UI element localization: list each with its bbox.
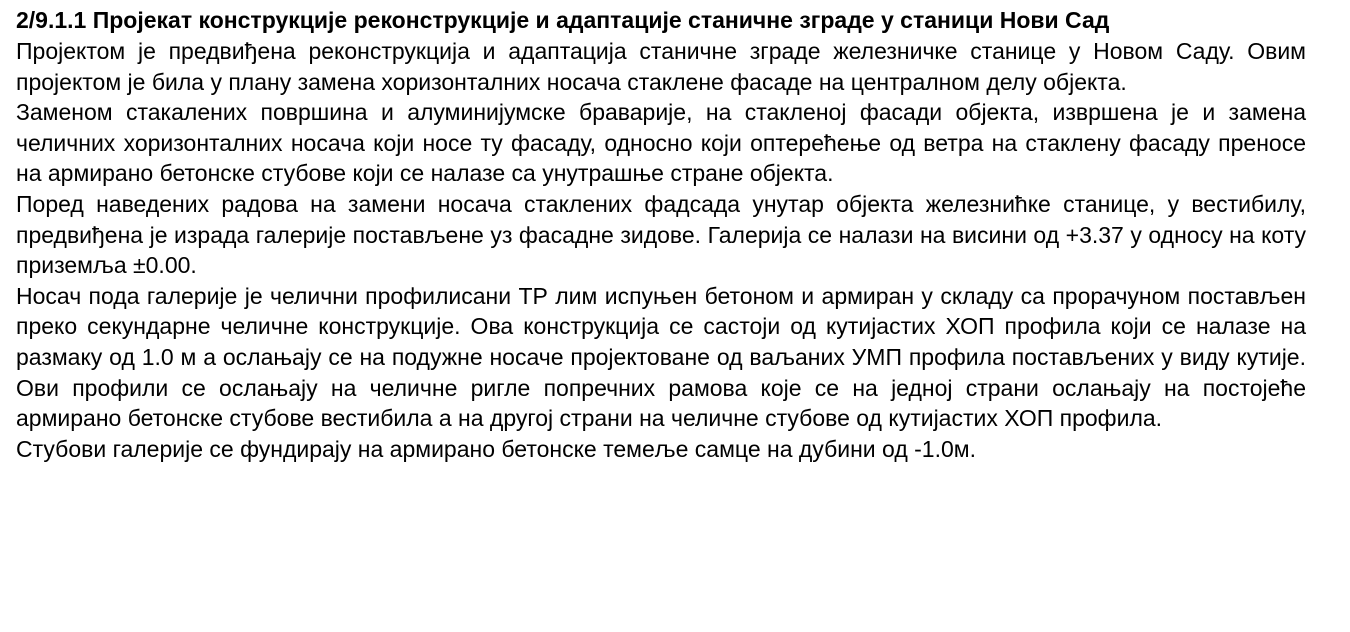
paragraph-gallery-columns: Стубови галерије се фундирају на армирано бетонске темеље самце на дубини од -1.0м. — [16, 435, 976, 462]
paragraph-project-scope: Пројектом је предвиђена реконструкција и адаптација станичне зграде железничке станице у Новом Саду. Овим пројектом је била у плану замена хоризонталних носача стаклене фасаде на централном делу објекта. — [16, 38, 1306, 95]
paragraph-facade-replacement: Заменом стакалених површина и алуминијумске браварије, на стакленој фасади објекта, извршена је и замена челичних хоризонталних носача који носе ту фасаду, односно који оптерећење од ветра на стаклену фасаду преносе на армирано бетонске стубове који се налазе са унутрашње стране објекта. — [16, 99, 1306, 187]
document-page — [16, 6, 1306, 464]
paragraph-gallery: Поред наведених радова на замени носача стаклених фадсада унутар објекта железнићке станице, у вестибилу, предвиђена је израда галерије постављене уз фасадне зидове. Галерија се налази на висини од +3.37 у односу на коту приземља ±0.00. — [16, 190, 1306, 279]
section-heading: 2/9.1.1 Пројекат конструкције реконструкције и адаптације станичне зграде у станици Нови Сад — [16, 7, 1110, 33]
paragraph-gallery-floor: Носач пода галерије је челични профилисани ТР лим испуњен бетоном и армиран у складу са прорачуном постављен преко секундарне челичне конструкције. Ова конструкција се састоји од кутијастих ХОП профила који се налазе на размаку од 1.0 м а ослањају се на подужне носаче пројектоване од ваљаних УМП профила постављених у виду кутије. Ови профили се ослањају на челичне ригле попречних рамова које се на једној страни ослањају на постојеће армирано бетонске стубове вестибила а на другој страни на челичне стубове од кутијастих ХОП профила. — [16, 282, 1306, 432]
